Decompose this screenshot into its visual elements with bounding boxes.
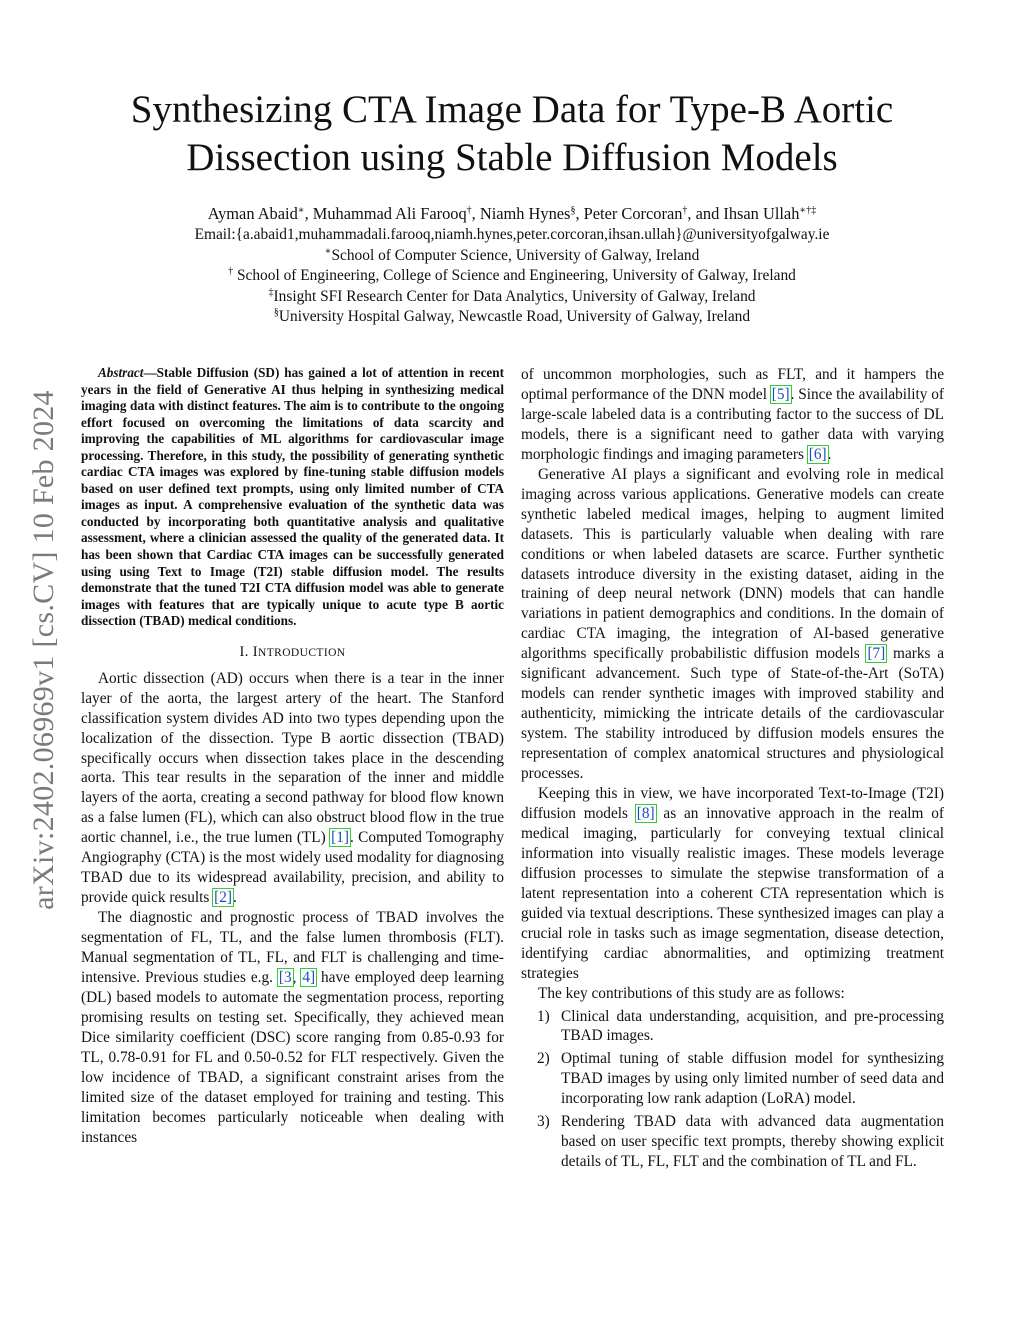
affiliation-mark: † bbox=[466, 205, 472, 216]
contributions-list bbox=[521, 1007, 944, 1173]
body-paragraph bbox=[81, 908, 504, 1147]
paper-title bbox=[60, 86, 964, 182]
paragraph-text: have employed deep learning (DL) based models to automate the segmentation process, reporting promising results on testing set. Specifically, they achieved mean Dice similarity coefficient (DSC) score ranging from 0.85-0.93 for TL, 0.78-0.91 for FL and 0.50-0.52 for FLT respectively. Given the low incidence of TBAD, a significant constraint arises from the limited size of the dataset employed for training and testing. This limitation becomes particularly noticeable when dealing with instances bbox=[81, 969, 504, 1146]
paragraph-text: as an innovative approach in the realm of medical imaging, particularly for conveying textual clinical information into visually realistic images. These models leverage diffusion processes to simulate the stepwise transformation of a latent representation into a coherent CTA representation which is guided via textual descriptions. These synthesized images can play a crucial role in tasks such as image segmentation, disease detection, identifying cardiac abnormalities, and optimizing treatment strategies bbox=[521, 804, 944, 982]
paragraph-text: of uncommon morphologies, such as FLT, and it hampers the optimal performance of the DNN model bbox=[521, 366, 944, 403]
arxiv-identifier-text: arXiv:2402.06969v1 [cs.CV] 10 Feb 2024 bbox=[27, 390, 60, 910]
section-heading-introduction bbox=[81, 643, 504, 664]
author-name: , and Ihsan Ullah bbox=[687, 204, 800, 223]
affiliation-text: School of Computer Science, University of Galway, Ireland bbox=[331, 246, 700, 264]
affiliation-line bbox=[60, 307, 964, 328]
paragraph-text: Keeping this in view, we have incorporated Text-to-Image (T2I) diffusion models bbox=[521, 785, 944, 822]
author-email: Email:{a.abaid1,muhammadali.farooq,niamh.hynes,peter.corcoran,ihsan.ullah}@universityofgalway.ie bbox=[194, 226, 830, 243]
affiliation-mark: ∗†‡ bbox=[799, 205, 817, 216]
list-item-number: 3) bbox=[537, 1113, 550, 1131]
affiliation-mark: ‡ bbox=[268, 286, 274, 298]
paragraph-text: The diagnostic and prognostic process of TBAD involves the segmentation of FL, TL, and the false lumen thrombosis (FLT). Manual segmentation of TL, FL, and FLT is challenging and time-intensive. Previous studies e.g. bbox=[81, 909, 504, 986]
list-item bbox=[521, 1049, 944, 1109]
affiliation-mark: ∗ bbox=[324, 245, 332, 257]
list-item-text: Rendering TBAD data with advanced data augmentation based on user specific text prompts, thereby showing explicit details of TL, FL, FLT and the combination of TL and FL. bbox=[561, 1113, 944, 1171]
abstract-label: Abstract bbox=[98, 365, 144, 380]
citation-link[interactable]: [2] bbox=[214, 889, 232, 907]
section-title-rest: NTRODUCTION bbox=[258, 646, 346, 659]
citation-link[interactable]: [6] bbox=[808, 445, 827, 463]
paper-title-line-1: Synthesizing CTA Image Data for Type-B Aortic bbox=[130, 88, 894, 131]
author-name: , Peter Corcoran bbox=[575, 204, 683, 223]
paper-title-line-2: Dissection using Stable Diffusion Models bbox=[186, 136, 838, 179]
citation-link[interactable]: 4] bbox=[302, 969, 316, 986]
affiliation-text: Insight SFI Research Center for Data Analytics, University of Galway, Ireland bbox=[273, 287, 756, 305]
citation-link[interactable]: [1] bbox=[331, 829, 349, 847]
body-paragraph bbox=[521, 784, 944, 984]
citation-link[interactable]: [7] bbox=[867, 645, 886, 663]
citation-separator: , bbox=[292, 969, 302, 986]
paragraph-text: . bbox=[232, 889, 237, 907]
body-paragraph bbox=[81, 669, 504, 908]
citation-link[interactable]: [8] bbox=[636, 804, 655, 822]
list-item-number: 2) bbox=[537, 1050, 550, 1068]
citation-link[interactable]: [5] bbox=[771, 385, 790, 403]
body-paragraph bbox=[521, 465, 944, 784]
paragraph-text: Aortic dissection (AD) occurs when there is a tear in the inner layer of the aorta, the largest artery of the heart. The Stanford classification system divides AD into two types depending upon the localization of the dissection. Type B aortic dissection (TBAD) specifically occurs when dissection takes place in the descending aorta. This tear results in the separation of the inner and middle layers of the aorta, creating a second pathway for blood flow known as a false lumen (FL), which can also obstruct blood flow in the true aortic channel, i.e., the true lumen (TL) bbox=[81, 669, 504, 847]
affiliation-mark: ∗ bbox=[297, 205, 305, 216]
affiliation-line bbox=[60, 287, 964, 308]
citation-link[interactable]: [3 bbox=[278, 969, 292, 986]
paragraph-text: Generative AI plays a significant and evolving role in medical imaging across various applications. Generative models can create synthetic labeled medical images, helping to augment limited datasets. This is particularly valuable when dealing with rare conditions or when labeled datasets are scarce. Further synthetic datasets introduce diversity in the existing dataset, aiding in the training of deep neural network (DNN) models that can handle variations in patient demographics and conditions. In the domain of cardiac CTA imaging, the integration of AI-based generative algorithms specifically probabilistic diffusion models bbox=[521, 465, 944, 663]
abstract bbox=[81, 365, 504, 630]
affiliation-mark: † bbox=[682, 205, 688, 216]
body-paragraph: The key contributions of this study are as follows: bbox=[538, 984, 845, 1002]
paragraph-text: . bbox=[827, 445, 832, 463]
author-name: , Muhammad Ali Farooq bbox=[304, 204, 467, 223]
section-number: I. bbox=[239, 643, 253, 660]
list-item bbox=[521, 1112, 944, 1172]
list-item-number: 1) bbox=[537, 1007, 550, 1025]
list-item-text: Clinical data understanding, acquisition, and pre-processing TBAD images. bbox=[561, 1007, 944, 1045]
author-block bbox=[60, 203, 964, 328]
affiliation-line bbox=[60, 266, 964, 287]
section-title-initial: I bbox=[252, 643, 259, 660]
affiliation-text: University Hospital Galway, Newcastle Road, University of Galway, Ireland bbox=[278, 308, 751, 325]
abstract-text: —Stable Diffusion (SD) has gained a lot of attention in recent years in the field of Generative AI thus helping in synthesizing medical imaging data with distinct features. The aim is to contribute to the ongoing effort focused on overcoming the limitations of data scarcity and improving the capabilities of ML algorithms for cardiovascular image processing. Therefore, in this study, the possibility of generating synthetic cardiac CTA images was explored by fine-tuning stable diffusion models based on user defined text prompts, using only limited number of CTA images as input. A comprehensive evaluation of the synthetic data was conducted by incorporating both quantitative analysis and qualitative assessment, where a clinician assessed the quality of the generated data. It has been shown that Cardiac CTA images can be successfully generated using using Text to Image (T2I) stable diffusion model. The results demonstrate that the tuned T2I CTA diffusion model was able to generate images with features that are typically unique to acute type B aortic dissection (TBAD) medical conditions. bbox=[81, 365, 504, 629]
paragraph-text: . Since the availability of large-scale labeled data is a contributing factor to the success of DL models, there is a significant need to gather data with varying morphologic findings and imaging parameters bbox=[521, 385, 944, 463]
affiliation-mark: § bbox=[570, 205, 576, 216]
right-column bbox=[521, 365, 944, 1172]
list-item-text: Optimal tuning of stable diffusion model for synthesizing TBAD images by using only limited number of seed data and incorporating low rank adaption (LoRA) model. bbox=[561, 1050, 944, 1108]
author-list bbox=[60, 203, 964, 225]
affiliation-text: School of Engineering, College of Science and Engineering, University of Galway, Ireland bbox=[233, 267, 796, 284]
affiliation-mark: § bbox=[273, 307, 279, 318]
author-name: , Niamh Hynes bbox=[471, 204, 571, 223]
paragraph-text: . Computed Tomography Angiography (CTA) is the most widely used modality for diagnosing TBAD due to its widespread availability, precision, and ability to provide quick results bbox=[81, 829, 504, 907]
list-item bbox=[521, 1007, 944, 1047]
left-column bbox=[81, 365, 504, 1148]
paragraph-text: marks a significant advancement. Such type of State-of-the-Art (SoTA) models can render synthetic images with improved stability and authenticity, mimicking the intricate details of the cardiovascular system. The stability introduced by diffusion models ensures the representation of complex anatomical structures and physiological processes. bbox=[521, 645, 945, 783]
affiliation-line bbox=[60, 246, 964, 267]
author-name: Ayman Abaid bbox=[207, 204, 298, 223]
affiliation-mark: † bbox=[228, 266, 234, 277]
body-paragraph bbox=[521, 365, 944, 465]
